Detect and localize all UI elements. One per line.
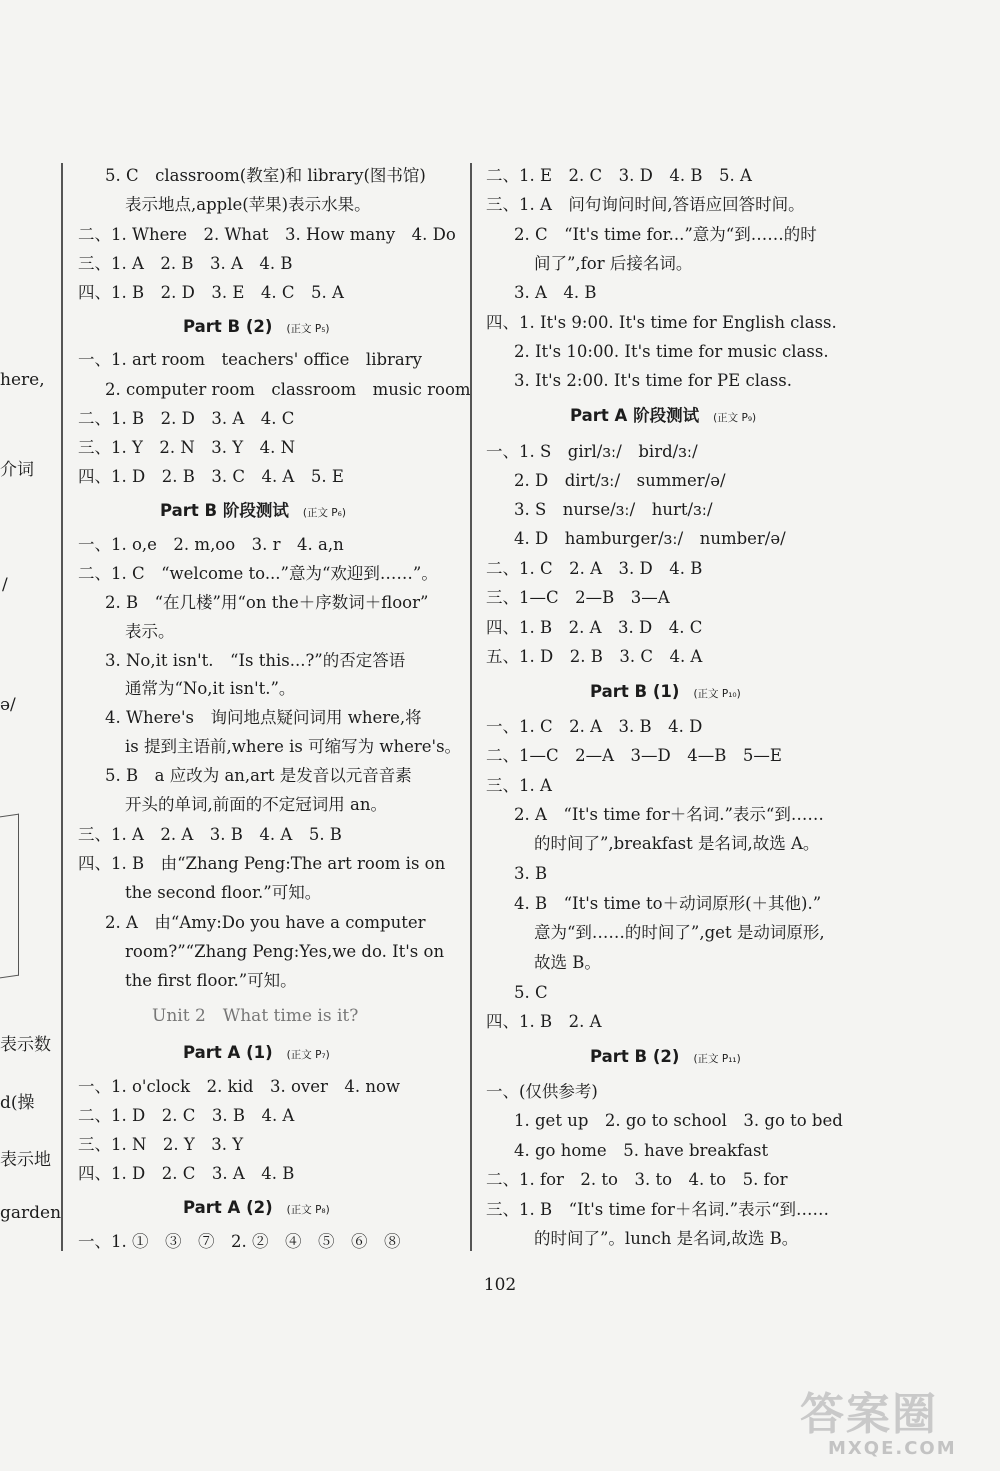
line-text: 4. go home 5. have breakfast <box>514 1141 769 1160</box>
answer-line <box>125 737 461 757</box>
line-text: 二、1. for 2. to 3. to 4. to 5. for <box>486 1170 788 1189</box>
answer-line <box>78 825 342 845</box>
line-text: 3. A 4. B <box>514 283 597 302</box>
line-text: Unit 2 What time is it? <box>152 1006 359 1026</box>
line-text: 一、1. o,e 2. m,oo 3. r 4. a,n <box>78 535 344 554</box>
line-text: 间了”,for 后接名词。 <box>534 254 693 273</box>
section-heading <box>570 406 756 428</box>
answer-line <box>78 854 445 874</box>
line-text: 4. Where's 询问地点疑问词用 where,将 <box>105 708 422 727</box>
line-text: 表示。 <box>125 622 175 641</box>
line-text: 表示地点,apple(苹果)表示水果。 <box>125 195 371 214</box>
line-text: 4. D hamburger/ɜː/ number/ə/ <box>514 529 786 548</box>
line-text: 5. C <box>514 983 548 1002</box>
edge-fragment: / <box>2 575 8 595</box>
answer-line <box>486 717 702 737</box>
answer-line <box>125 883 321 903</box>
answer-line <box>486 1082 598 1102</box>
line-text: 二、1. B 2. D 3. A 4. C <box>78 409 295 428</box>
answer-line <box>78 564 438 584</box>
answer-line <box>486 559 702 579</box>
line-text: 一、1. art room teachers' office library <box>78 350 422 369</box>
line-text: 开头的单词,前面的不定冠词用 an。 <box>125 795 387 814</box>
page-reference: (正文 P₇) <box>286 1049 330 1061</box>
answer-line <box>514 894 821 914</box>
page-reference: (正文 P₁₀) <box>693 688 741 700</box>
answer-line <box>78 283 344 303</box>
line-text: 一、1. C 2. A 3. B 4. D <box>486 717 703 736</box>
line-text: 3. S nurse/ɜː/ hurt/ɜː/ <box>514 500 713 519</box>
answer-line <box>486 746 782 766</box>
answer-line <box>125 795 387 815</box>
watermark-logo <box>800 1378 990 1468</box>
line-text: 5. B a 应改为 an,art 是发音以元音音素 <box>105 766 412 785</box>
column-rule-middle <box>470 163 472 1251</box>
line-text: 2. D dirt/ɜː/ summer/ə/ <box>514 471 726 490</box>
line-text: 一、1. ① ③ ⑦ 2. ② ④ ⑤ ⑥ ⑧ <box>78 1232 401 1251</box>
line-text: 的时间了”,breakfast 是名词,故选 A。 <box>534 834 820 853</box>
watermark-text: 答案圈 <box>800 1389 938 1440</box>
page-reference: (正文 P₆) <box>302 507 346 519</box>
answer-line <box>514 471 726 491</box>
line-text: 三、1. B “It's time for＋名词.”表示“到…… <box>486 1200 830 1219</box>
line-text: 2. A “It's time for＋名词.”表示“到…… <box>514 805 824 824</box>
line-text: 2. computer room classroom music room <box>105 380 471 399</box>
line-text: 二、1. C “welcome to...”意为“欢迎到……”。 <box>78 564 438 583</box>
answer-line <box>105 651 405 671</box>
line-text: 二、1. Where 2. What 3. How many 4. Do <box>78 225 456 244</box>
watermark-url: MXQE.COM <box>828 1438 957 1459</box>
edge-fragment: ə/ <box>0 695 16 715</box>
line-text: the first floor.”可知。 <box>125 971 297 990</box>
answer-line <box>78 1164 294 1184</box>
line-text: 一、1. S girl/ɜː/ bird/ɜː/ <box>486 442 698 461</box>
line-text: Part B (1) <box>590 682 680 701</box>
answer-line <box>534 1229 798 1249</box>
line-text: Part B (2) <box>183 317 273 336</box>
page-reference: (正文 P₈) <box>286 1204 330 1216</box>
edge-fragment: d(操 <box>0 1093 35 1113</box>
line-text: 四、1. B 由“Zhang Peng:The art room is on <box>78 854 446 873</box>
line-text: 1. get up 2. go to school 3. go to bed <box>514 1111 843 1130</box>
answer-line <box>125 971 297 991</box>
section-heading <box>590 1047 741 1069</box>
answer-line <box>486 1012 602 1032</box>
answer-line <box>78 254 293 274</box>
answer-line <box>78 438 295 458</box>
answer-line <box>125 942 444 962</box>
page-number: 102 <box>483 1275 517 1295</box>
answer-line <box>514 529 786 549</box>
answer-line <box>78 409 294 429</box>
answer-line <box>105 380 471 400</box>
column-rule-left <box>61 163 63 1251</box>
line-text: Part B (2) <box>590 1047 680 1066</box>
line-text: 二、1. E 2. C 3. D 4. B 5. A <box>486 166 752 185</box>
answer-line <box>78 1135 243 1155</box>
answer-line <box>78 225 456 245</box>
answer-line <box>105 593 428 613</box>
answer-line <box>514 864 547 884</box>
answer-line <box>105 708 422 728</box>
line-text: 一、(仅供参考) <box>486 1082 598 1101</box>
answer-line <box>514 805 824 825</box>
line-text: Part A (1) <box>183 1043 273 1062</box>
line-text: 四、1. B 2. A 3. D 4. C <box>486 618 703 637</box>
line-text: 四、1. D 2. C 3. A 4. B <box>78 1164 295 1183</box>
answer-line <box>78 350 422 370</box>
answer-line <box>105 166 426 186</box>
answer-line <box>486 1170 788 1190</box>
answer-line <box>78 1232 400 1252</box>
answer-line <box>514 983 548 1003</box>
line-text: Part B 阶段测试 <box>160 501 289 520</box>
line-text: 三、1. A 2. A 3. B 4. A 5. B <box>78 825 342 844</box>
edge-box-drawing <box>0 814 19 979</box>
answer-line <box>78 535 344 555</box>
page-reference: (正文 P₁₁) <box>693 1053 741 1065</box>
page-reference: (正文 P₉) <box>713 412 757 424</box>
answer-line <box>125 679 295 699</box>
answer-line <box>486 647 702 667</box>
answer-line <box>514 342 829 362</box>
edge-fragment: here, <box>0 370 45 390</box>
answer-line <box>78 1106 294 1126</box>
line-text: Part A 阶段测试 <box>570 406 700 425</box>
line-text: 四、1. It's 9:00. It's time for English class. <box>486 313 837 332</box>
line-text: 五、1. D 2. B 3. C 4. A <box>486 647 703 666</box>
line-text: 2. It's 10:00. It's time for music class. <box>514 342 829 361</box>
line-text: 三、1. A 2. B 3. A 4. B <box>78 254 293 273</box>
answer-line <box>534 953 601 973</box>
line-text: is 提到主语前,where is 可缩写为 where's。 <box>125 737 462 756</box>
line-text: 的时间了”。lunch 是名词,故选 B。 <box>534 1229 799 1248</box>
line-text: 二、1. D 2. C 3. B 4. A <box>78 1106 295 1125</box>
line-text: 故选 B。 <box>534 953 601 972</box>
line-text: 3. It's 2:00. It's time for PE class. <box>514 371 792 390</box>
answer-line <box>534 834 819 854</box>
answer-line <box>514 500 713 520</box>
line-text: 四、1. B 2. D 3. E 4. C 5. A <box>78 283 344 302</box>
line-text: 三、1. A <box>486 776 552 795</box>
edge-fragment: 介词 <box>0 460 34 480</box>
line-text: 三、1. A 问句询问时间,答语应回答时间。 <box>486 195 805 214</box>
line-text: 四、1. B 2. A <box>486 1012 602 1031</box>
line-text: 四、1. D 2. B 3. C 4. A 5. E <box>78 467 344 486</box>
section-heading <box>160 501 346 523</box>
section-heading <box>183 317 330 339</box>
answer-line <box>125 622 175 642</box>
line-text: Part A (2) <box>183 1198 273 1217</box>
answer-line <box>486 442 698 462</box>
section-heading <box>183 1043 330 1065</box>
line-text: 2. A 由“Amy:Do you have a computer <box>105 913 426 932</box>
answer-line <box>105 913 426 933</box>
answer-line <box>514 225 817 245</box>
answer-line <box>486 166 752 186</box>
line-text: 三、1. Y 2. N 3. Y 4. N <box>78 438 296 457</box>
answer-line <box>514 1111 843 1131</box>
line-text: 3. No,it isn't. “Is this...?”的否定答语 <box>105 651 406 670</box>
line-text: the second floor.”可知。 <box>125 883 322 902</box>
line-text: 二、1—C 2—A 3—D 4—B 5—E <box>486 746 782 765</box>
answer-line <box>125 195 371 215</box>
answer-line <box>514 1141 768 1161</box>
answer-line <box>534 254 692 274</box>
answer-line <box>514 283 597 303</box>
answer-line <box>78 1077 400 1097</box>
answer-line <box>486 588 670 608</box>
answer-line <box>105 766 412 786</box>
line-text: room?”“Zhang Peng:Yes,we do. It's on <box>125 942 445 961</box>
line-text: 3. B <box>514 864 548 883</box>
page-reference: (正文 P₅) <box>286 323 330 335</box>
line-text: 通常为“No,it isn't.”。 <box>125 679 296 698</box>
line-text: 意为“到……的时间了”,get 是动词原形, <box>534 923 825 942</box>
line-text: 5. C classroom(教室)和 library(图书馆) <box>105 166 426 185</box>
edge-fragment: garden <box>0 1203 62 1223</box>
answer-line <box>486 1200 829 1220</box>
edge-fragment: 表示地 <box>0 1150 51 1170</box>
line-text: 二、1. C 2. A 3. D 4. B <box>486 559 703 578</box>
line-text: 2. B “在几楼”用“on the＋序数词＋floor” <box>105 593 429 612</box>
left-page-edge <box>0 0 60 1260</box>
line-text: 三、1. N 2. Y 3. Y <box>78 1135 244 1154</box>
answer-line <box>486 776 552 796</box>
edge-fragment: 表示数 <box>0 1035 51 1055</box>
answer-line <box>514 371 792 391</box>
line-text: 2. C “It's time for...”意为“到……的时 <box>514 225 817 244</box>
line-text: 一、1. o'clock 2. kid 3. over 4. now <box>78 1077 401 1096</box>
unit-title <box>152 1006 358 1026</box>
section-heading <box>183 1198 330 1220</box>
line-text: 三、1—C 2—B 3—A <box>486 588 670 607</box>
section-heading <box>590 682 741 704</box>
answer-line <box>486 195 805 215</box>
answer-line <box>486 618 702 638</box>
answer-line <box>534 923 825 943</box>
answer-line <box>486 313 837 333</box>
answer-line <box>78 467 344 487</box>
line-text: 4. B “It's time to＋动词原形(＋其他).” <box>514 894 822 913</box>
